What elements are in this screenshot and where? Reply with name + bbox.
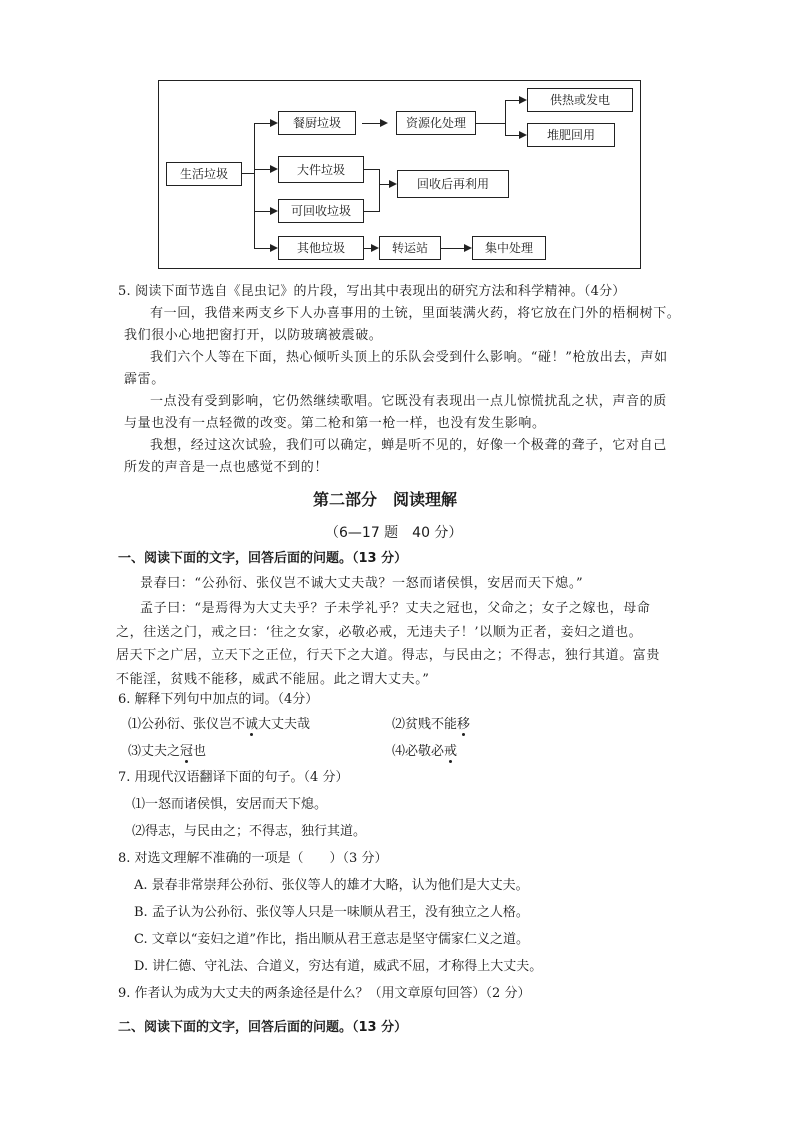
connector [254, 211, 270, 212]
q6-item-text: ⑴公孙衍、张仪岂不 [128, 717, 246, 732]
connector [476, 123, 505, 124]
q6-item-text: ⑵贫贱不能 [392, 717, 458, 732]
dotted-word: 冠 [180, 744, 194, 759]
q5-text-line: 所发的声音是一点也感觉不到的！ [124, 460, 329, 475]
dotted-word: 移 [457, 717, 471, 732]
arrow-icon [389, 180, 397, 188]
q6-item-4 [392, 745, 457, 758]
node-bulky-waste: 大件垃圾 [278, 156, 364, 183]
q5-text-line: 我们很小心地把窗打开，以防玻璃被震破。 [124, 328, 383, 343]
q8-option-c: C. 文章以“妾妇之道”作比，指出顺从君王意志是坚守儒家仁义之道。 [134, 932, 530, 947]
arrow-icon [464, 244, 472, 252]
q5-text-line: 有一回，我借来两支乡下人办喜事用的土铳，里面装满火药，将它放在门外的梧桐树下。 [150, 306, 681, 321]
q7-item-2: ⑵得志，与民由之；不得志，独行其道。 [132, 824, 367, 839]
connector [505, 135, 519, 136]
q7-item-1: ⑴一怒而诸侯惧，安居而天下熄。 [132, 797, 328, 812]
node-household-waste: 生活垃圾 [166, 162, 242, 186]
part2-title: 第二部分 阅读理解 [313, 490, 458, 509]
part2-subtitle: （6—17 题 40 分） [325, 525, 463, 541]
q6-item-text: ⑷必敬必 [392, 744, 445, 759]
connector [254, 123, 255, 248]
connector [379, 169, 380, 212]
q6-item-text: 大丈夫哉 [258, 717, 311, 732]
node-recycle-reuse: 回收后再利用 [397, 170, 509, 198]
q8-option-b: B. 孟子认为公孙衍、张仪等人只是一味顺从君王，没有独立之人格。 [134, 905, 529, 920]
dotted-word: 诚 [245, 717, 259, 732]
node-central-processing: 集中处理 [472, 236, 546, 260]
q5-text-line: 一点没有受到影响，它仍然继续歌唱。它既没有表现出一点儿惊慌扰乱之状，声音的质 [150, 394, 667, 409]
passage-line: 不能淫，贫贱不能移，威武不能屈。此之谓大丈夫。” [116, 672, 430, 687]
passage-line: 孟子曰：“是焉得为大丈夫乎？子未学礼乎？丈夫之冠也，父命之；女子之嫁也，母命 [140, 601, 651, 616]
q8-option-d: D. 讲仁德、守礼法、合道义，穷达有道，威武不屈，才称得上大丈夫。 [134, 959, 543, 974]
connector [254, 123, 270, 124]
q6-item-text: ⑶丈夫之 [128, 744, 181, 759]
q7-prompt: 7. 用现代汉语翻译下面的句子。（4 分） [118, 770, 349, 785]
node-heat-or-power: 供热或发电 [527, 88, 633, 112]
arrow-icon [270, 207, 278, 215]
q6-item-2 [392, 718, 470, 731]
node-recyclable-waste: 可回收垃圾 [278, 199, 364, 223]
arrow-icon [519, 96, 527, 104]
connector [362, 123, 380, 124]
connector [379, 184, 389, 185]
q6-item-1 [128, 718, 310, 731]
q8-option-a: A. 景春非常崇拜公孙衍、张仪等人的雄才大略，认为他们是大丈夫。 [134, 878, 529, 893]
connector [364, 211, 379, 212]
connector [505, 100, 506, 135]
passage-line: 之，往送之门，戒之曰：‘往之女家，必敬必戒，无违夫子！’以顺为正者，妾妇之道也。 [116, 625, 643, 640]
connector [364, 169, 379, 170]
connector [242, 173, 254, 174]
connector [364, 248, 371, 249]
q6-prompt: 6. 解释下列句中加点的词。（4分） [118, 692, 319, 707]
connector [254, 169, 270, 170]
q9-prompt: 9. 作者认为成为大丈夫的两条途径是什么？（用文章原句回答）（2 分） [118, 986, 531, 1001]
node-resource-processing: 资源化处理 [396, 111, 476, 135]
node-transfer-station: 转运站 [379, 236, 441, 260]
arrow-icon [270, 244, 278, 252]
connector [505, 100, 519, 101]
q8-prompt: 8. 对选文理解不准确的一项是（ ）（3 分） [118, 851, 388, 866]
q5-text-line: 我想，经过这次试验，我们可以确定，蝉是听不见的，好像一个极聋的聋子，它对自己 [150, 438, 667, 453]
passage-line: 景春曰：“公孙衍、张仪岂不诚大丈夫哉？一怒而诸侯惧，安居而天下熄。” [140, 576, 584, 591]
passage-line: 居天下之广居，立天下之正位，行天下之大道。得志，与民由之；不得志，独行其道。富贵 [116, 648, 661, 663]
arrow-icon [380, 119, 388, 127]
sec2-heading: 二、阅读下面的文字，回答后面的问题。（13 分） [118, 1020, 408, 1035]
arrow-icon [371, 244, 379, 252]
connector [441, 248, 464, 249]
q5-prompt: 5. 阅读下面节选自《昆虫记》的片段，写出其中表现出的研究方法和科学精神。（4分） [118, 284, 626, 299]
q5-text-line: 与量也没有一点轻微的改变。第二枪和第一枪一样，也没有发生影响。 [124, 416, 546, 431]
q6-item-3 [128, 745, 206, 758]
arrow-icon [519, 131, 527, 139]
connector [254, 248, 270, 249]
sec1-heading: 一、阅读下面的文字，回答后面的问题。（13 分） [118, 551, 408, 566]
q6-item-text: 也 [193, 744, 207, 759]
node-other-waste: 其他垃圾 [278, 236, 364, 260]
node-compost: 堆肥回用 [527, 123, 615, 147]
arrow-icon [270, 119, 278, 127]
dotted-word: 戒 [444, 744, 458, 759]
q5-text-line: 霹雷。 [124, 372, 165, 387]
node-food-waste: 餐厨垃圾 [278, 111, 356, 135]
arrow-icon [270, 165, 278, 173]
q5-text-line: 我们六个人等在下面，热心倾听头顶上的乐队会受到什么影响。“碰！”枪放出去，声如 [150, 350, 668, 365]
